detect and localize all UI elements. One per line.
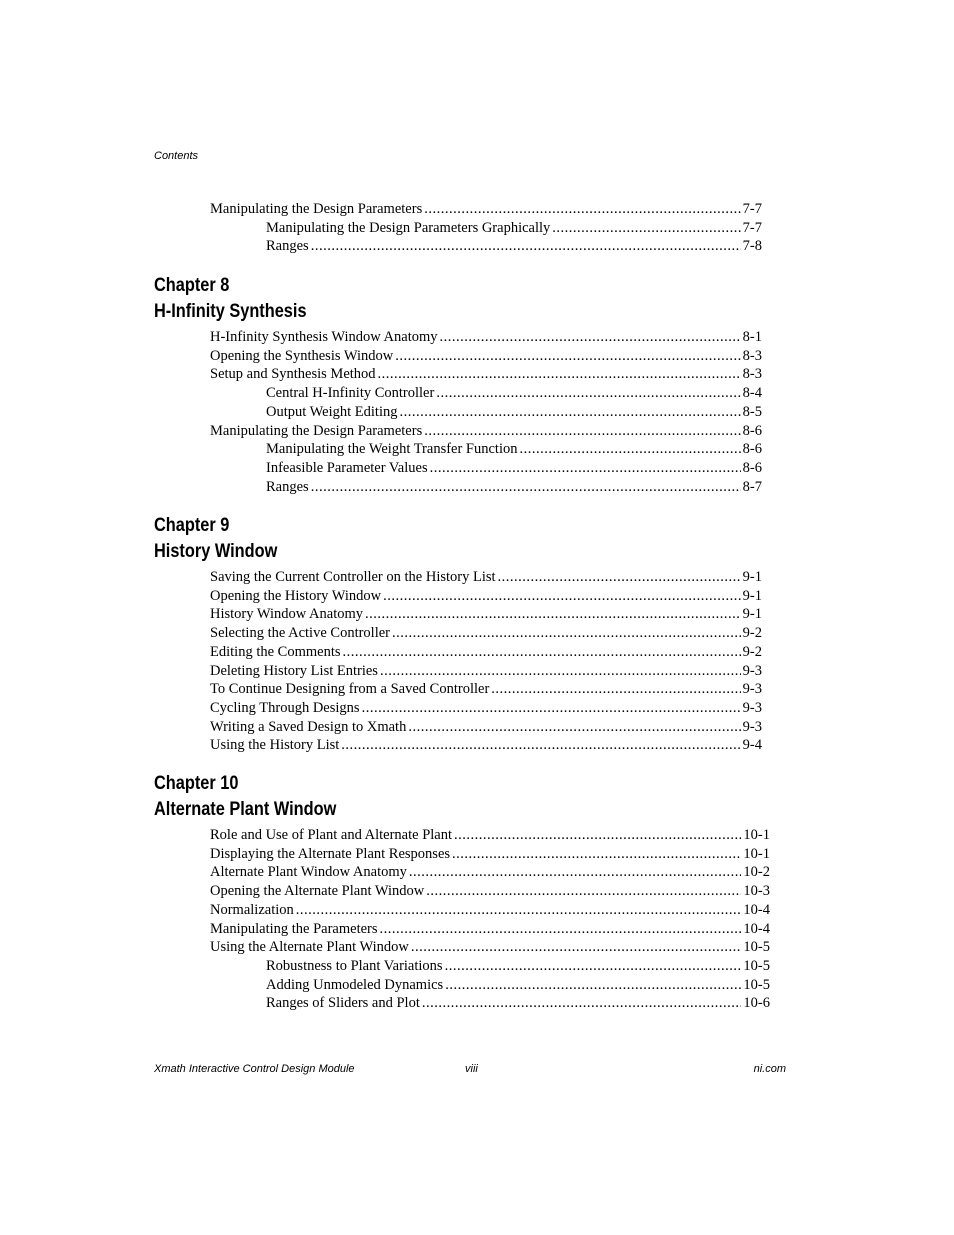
toc-entry[interactable] [210,920,770,938]
toc-subentry[interactable] [266,994,770,1012]
toc-entry-page: 8-6 [742,459,762,476]
toc-entry-page: 9-1 [742,569,762,585]
toc-entry-page: 10-5 [743,957,770,974]
dot-leader [408,718,740,736]
toc-entry[interactable] [210,882,770,900]
dot-leader [436,384,740,402]
toc-entry-page: 8-4 [742,385,762,402]
dot-leader [311,237,741,255]
dot-leader [430,459,741,477]
toc-subentry[interactable] [266,237,762,255]
dot-leader [445,976,741,994]
toc-entry-page: 8-3 [742,347,762,364]
dot-leader [552,219,740,237]
toc-subentry[interactable] [266,478,762,496]
toc-entry[interactable] [210,624,762,642]
dot-leader [365,605,741,623]
toc-entry-page: 8-6 [742,441,762,458]
toc-entry-title: Role and Use of Plant and Alternate Plant [210,827,453,843]
dot-leader [452,845,741,863]
toc-entry-title: Opening the Synthesis Window [210,347,394,364]
toc-entry-page: 7-7 [742,201,762,217]
toc-entry-page: 10-3 [743,883,770,900]
toc-entry-title: History Window Anatomy [210,606,364,623]
toc-entry-page: 10-6 [743,995,770,1012]
chapter-title: Alternate Plant Window [154,799,337,820]
chapter-label: Chapter 9 [154,515,230,536]
toc-entry[interactable] [210,699,762,717]
chapter-heading [154,513,277,565]
toc-entry[interactable] [210,901,770,919]
toc-entry[interactable] [210,863,770,881]
toc-entry-title: Using the History List [210,737,340,754]
toc-entry[interactable] [210,587,762,605]
running-head: Contents [154,150,199,162]
toc-entry-title: Selecting the Active Controller [210,625,390,642]
dot-leader [426,882,741,900]
dot-leader [445,957,742,975]
toc-entry[interactable] [210,422,762,440]
toc-entry-title: Manipulating the Parameters [210,920,378,937]
toc-entry-page: 10-2 [743,864,770,881]
toc-entry[interactable] [210,845,770,863]
toc-entry[interactable] [210,365,762,383]
toc-entry-page: 10-4 [743,920,770,937]
toc-entry-page: 9-3 [742,681,762,698]
toc-entry[interactable] [210,328,762,346]
toc-entry-page: 9-3 [742,662,762,679]
toc-entry-title: Robustness to Plant Variations [266,957,443,974]
chapter-heading [154,273,307,325]
chapter-title: H-Infinity Synthesis [154,301,307,322]
toc-subentry[interactable] [266,976,770,994]
toc-entry-page: 9-4 [742,737,762,754]
toc-subentry[interactable] [266,440,762,458]
dot-leader [380,920,742,938]
toc-entry-title: Output Weight Editing [266,403,398,420]
toc-subentry[interactable] [266,219,762,237]
dot-leader [311,478,741,496]
toc-entry-page: 9-1 [742,606,762,623]
toc-entry-page: 10-1 [743,845,770,862]
toc-entry-title: Ranges [266,238,309,255]
toc-entry-title: Displaying the Alternate Plant Responses [210,845,451,862]
dot-leader [395,347,740,365]
toc-entry-title: Manipulating the Design Parameters [210,422,423,439]
toc-entry-title: Adding Unmodeled Dynamics [266,976,444,993]
toc-entry-page: 10-5 [743,976,770,993]
toc-entry-title: Manipulating the Design Parameters [210,201,423,217]
toc-entry[interactable] [210,568,762,586]
toc-entry-title: Setup and Synthesis Method [210,366,376,383]
toc-entry-title: H-Infinity Synthesis Window Anatomy [210,329,438,345]
toc-entry-page: 8-5 [742,403,762,420]
chapter-title: History Window [154,541,278,562]
toc-entry[interactable] [210,605,762,623]
toc-entry-title: To Continue Designing from a Saved Controller [210,681,490,698]
toc-entry-page: 10-5 [743,939,770,956]
toc-entry-page: 9-3 [742,718,762,735]
toc-entry-title: Manipulating the Design Parameters Graphically [266,219,551,236]
toc-entry-title: Using the Alternate Plant Window [210,939,409,956]
dot-leader [399,403,740,421]
toc-entry-page: 7-7 [742,219,762,236]
dot-leader [392,624,741,642]
chapter-label: Chapter 8 [154,275,230,296]
toc-entry-title: Saving the Current Controller on the History List [210,569,496,585]
toc-entry-title: Infeasible Parameter Values [266,459,428,476]
toc-entry-title: Opening the History Window [210,587,382,604]
dot-leader [454,826,741,844]
dot-leader [520,440,741,458]
toc-entry-page: 9-3 [742,699,762,716]
toc-entry-title: Manipulating the Weight Transfer Function [266,441,518,458]
dot-leader [380,662,741,680]
dot-leader [411,938,742,956]
dot-leader [424,200,740,218]
toc-entry[interactable] [210,718,762,736]
dot-leader [409,863,742,881]
toc-entry[interactable] [210,200,762,218]
toc-entry-title: Writing a Saved Design to Xmath [210,718,407,735]
footer-book-title: Xmath Interactive Control Design Module [154,1063,355,1075]
chapter-label: Chapter 10 [154,773,239,794]
toc-entry-page: 10-4 [743,901,770,918]
dot-leader [296,901,742,919]
toc-subentry[interactable] [266,957,770,975]
dot-leader [440,328,741,346]
toc-entry[interactable] [210,643,762,661]
toc-entry-page: 9-2 [742,643,762,660]
dot-leader [378,365,741,383]
toc-entry-title: Deleting History List Entries [210,662,378,679]
toc-entry-title: Central H-Infinity Controller [266,385,435,402]
toc-entry-title: Normalization [210,901,294,918]
toc-entry-page: 8-1 [742,329,762,345]
toc-entry-title: Alternate Plant Window Anatomy [210,864,407,881]
dot-leader [341,736,740,754]
toc-subentry[interactable] [266,459,762,477]
toc-entry[interactable] [210,662,762,680]
dot-leader [383,587,741,605]
toc-entry-page: 8-6 [742,422,762,439]
dot-leader [362,699,741,717]
dot-leader [343,643,741,661]
toc-entry-title: Opening the Alternate Plant Window [210,883,425,900]
toc-entry[interactable] [210,680,762,698]
toc-entry-title: Editing the Comments [210,643,341,660]
toc-entry-title: Ranges of Sliders and Plot [266,995,420,1012]
toc-entry-page: 9-1 [742,587,762,604]
toc-entry-page: 8-7 [742,478,762,495]
chapter-heading [154,771,336,823]
footer-website: ni.com [753,1063,786,1075]
toc-subentry[interactable] [266,403,762,421]
toc-entry[interactable] [210,938,770,956]
toc-subentry[interactable] [266,384,762,402]
dot-leader [491,680,740,698]
toc-entry-page: 7-8 [742,238,762,255]
footer-page-number: viii [465,1063,478,1075]
toc-entry-page: 9-2 [742,625,762,642]
toc-entry-page: 8-3 [742,366,762,383]
toc-entry-title: Ranges [266,478,309,495]
toc-entry-page: 10-1 [743,827,770,843]
dot-leader [498,568,741,586]
toc-entry-title: Cycling Through Designs [210,699,360,716]
dot-leader [422,994,742,1012]
dot-leader [424,422,740,440]
toc-entry[interactable] [210,736,762,754]
toc-entry[interactable] [210,347,762,365]
toc-entry[interactable] [210,826,770,844]
